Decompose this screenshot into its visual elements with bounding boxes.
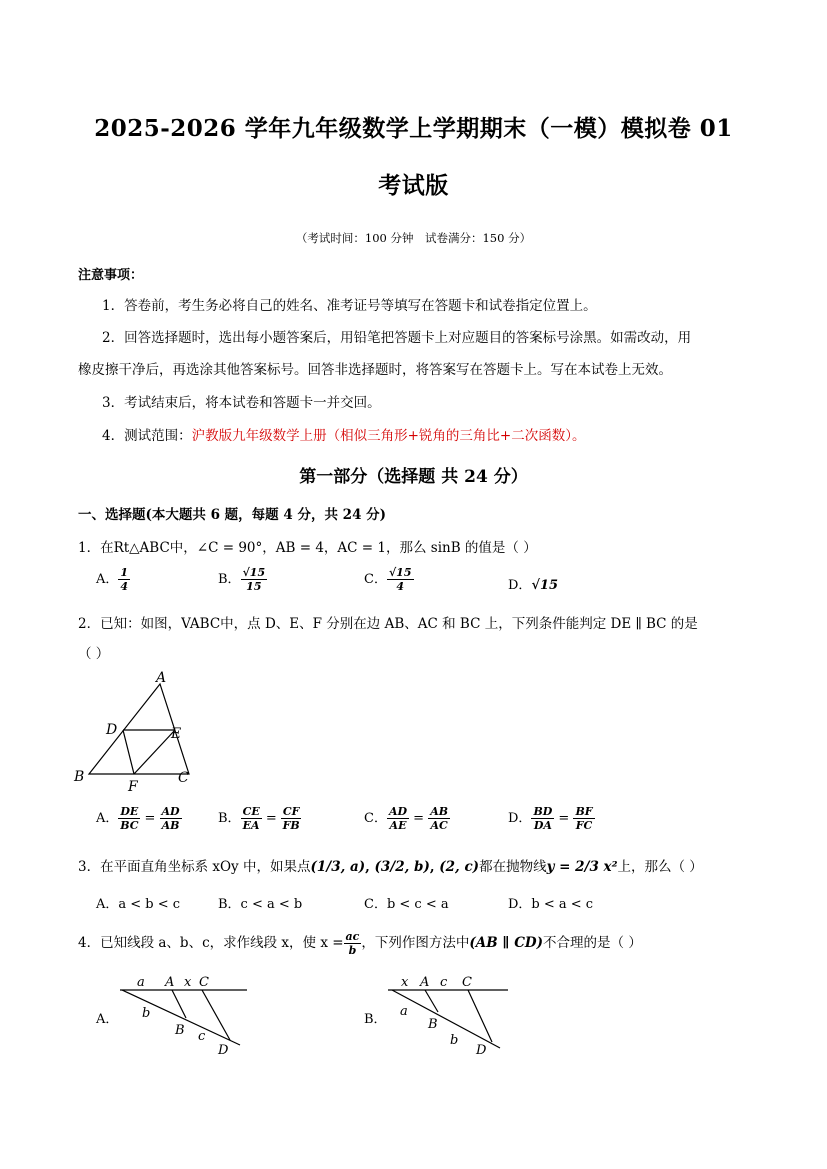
q2-option-c: C． $\frac{AD}{AE}$ = $\frac{AB}{AC}$ (364, 805, 449, 832)
svg-text:a: a (137, 975, 145, 990)
section-title: 一、选择题(本大题共 6 题，每题 4 分，共 24 分) (78, 507, 387, 523)
q1-option-c: C． $\frac{√15}{4}$ (364, 566, 412, 593)
svg-text:C: C (462, 975, 472, 990)
label-B: B (74, 769, 85, 785)
notice-item-1: 1．答卷前，考生务必将自己的姓名、准考证号等填写在答题卡和试卷指定位置上。 (102, 298, 597, 314)
svg-text:x: x (401, 975, 409, 990)
notice-item-4 (102, 426, 585, 446)
q4-figure-a (112, 970, 252, 1060)
q1-option-a: A． $\frac{1}{4}$ (96, 566, 129, 593)
q2-option-d: D． $\frac{BD}{DA}$ = $\frac{BF}{FC}$ (508, 805, 593, 832)
svg-text:x: x (184, 975, 192, 990)
notice-item-3: 3．考试结束后，将本试卷和答题卡一并交回。 (102, 395, 381, 411)
q2-triangle-figure (72, 668, 202, 796)
question-2-stem: 2．已知：如图，VABC中，点 D、E、F 分别在边 AB、AC 和 BC 上，下列条件能判定 DE ∥ BC 的是 (78, 616, 698, 632)
page-subtitle: 考试版 (378, 172, 449, 199)
exam-info: （考试时间：100 分钟 试卷满分：150 分） (295, 231, 532, 245)
svg-text:c: c (198, 1029, 206, 1044)
test-scope: 沪教版九年级数学上册（相似三角形+锐角的三角比+二次函数）。 (191, 428, 586, 444)
svg-text:B: B (428, 1017, 438, 1032)
question-4-stem: 4．已知线段 a、b、c，求作线段 x，使 x = $\frac{ac}{b}$ ，下列作图方法中(AB ∥ CD)不合理的是（ ） (78, 930, 642, 957)
svg-text:D: D (476, 1043, 487, 1058)
svg-text:A: A (420, 975, 430, 990)
label-A: A (156, 670, 167, 686)
svg-text:b: b (450, 1033, 459, 1048)
svg-text:c: c (440, 975, 448, 990)
svg-text:C: C (199, 975, 209, 990)
svg-text:D: D (218, 1043, 229, 1058)
svg-text:B: B (175, 1023, 185, 1038)
label-F: F (128, 779, 138, 795)
q4-figure-b (380, 970, 520, 1060)
svg-text:b: b (142, 1006, 151, 1021)
q1-option-b: B． $\frac{√15}{15}$ (218, 566, 266, 593)
page-title: 2025-2026 学年九年级数学上学期期末（一模）模拟卷 01 (94, 115, 733, 142)
q1-option-d: D．√15 (508, 578, 559, 593)
q3-option-a: A．a < b < c (96, 897, 181, 912)
question-1-stem: 1．在Rt△ABC中，∠C = 90°，AB = 4，AC = 1，那么 sinB 的值是（ ） (78, 540, 537, 556)
notice-item-4-prefix: 4．测试范围： (102, 428, 192, 444)
q4-option-b: B． (364, 1012, 387, 1027)
question-3-stem: 3．在平面直角坐标系 xOy 中，如果点(1/3, a), (3/2, b), (2, c)都在抛物线y = 2/3 x²上，那么（ ） (78, 859, 703, 875)
q4-option-a: A． (96, 1012, 119, 1027)
notice-item-2-cont: 橡皮擦干净后，再选涂其他答案标号。回答非选择题时，将答案写在答题卡上。写在本试卷上无效。 (78, 362, 672, 378)
svg-text:a: a (400, 1004, 408, 1019)
q2-option-b: B． $\frac{CE}{EA}$ = $\frac{CF}{FB}$ (218, 805, 300, 832)
label-E: E (171, 726, 182, 742)
question-2-stem-cont: （ ） (78, 646, 110, 662)
q3-option-d: D．b < a < c (508, 897, 594, 912)
q3-option-c: C．b < c < a (364, 897, 449, 912)
part-title: 第一部分（选择题 共 24 分） (299, 467, 528, 487)
notice-item-2: 2．回答选择题时，选出每小题答案后，用铅笔把答题卡上对应题目的答案标号涂黑。如需改动，用 (102, 330, 692, 346)
notice-heading: 注意事项： (78, 268, 144, 283)
q2-option-a: A． $\frac{DE}{BC}$ = $\frac{AD}{AB}$ (96, 805, 180, 832)
q3-option-b: B．c < a < b (218, 897, 303, 912)
label-C: C (178, 770, 189, 786)
svg-text:A: A (165, 975, 175, 990)
label-D: D (106, 722, 118, 738)
